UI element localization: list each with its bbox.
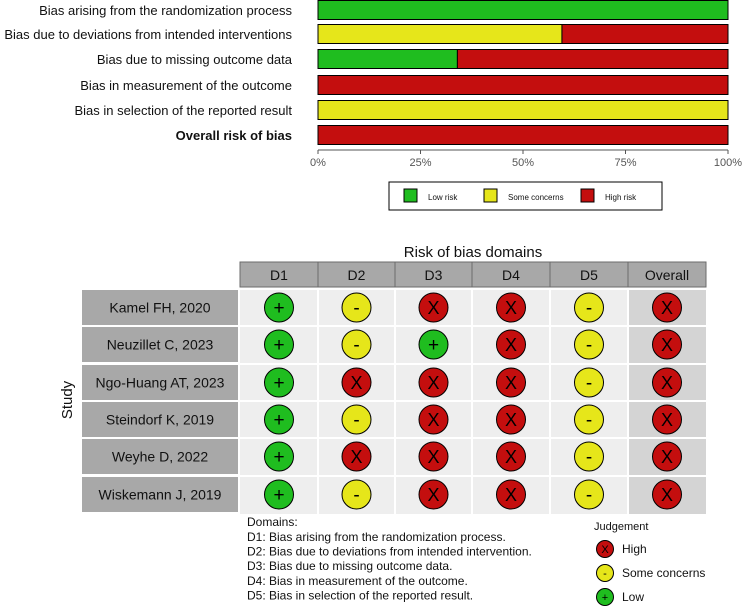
legend-label: Low risk [428, 193, 458, 202]
judgement-symbol: + [273, 298, 285, 319]
judgement-symbol: X [660, 447, 674, 467]
judgement-symbol: X [350, 447, 363, 467]
category-label: Bias due to deviations from intended interventions [4, 27, 292, 42]
judgement-symbol: + [273, 373, 285, 394]
judgement-symbol: X [504, 485, 518, 505]
study-label: Ngo-Huang AT, 2023 [95, 374, 225, 391]
summary-legend [389, 182, 662, 210]
judgement-symbol: X [427, 485, 440, 505]
judgement-symbol: - [585, 373, 593, 394]
judgement-symbol: X [504, 447, 518, 467]
judgement-symbol: X [660, 410, 674, 430]
judgement-symbol: X [504, 335, 518, 355]
judgement-symbol: X [427, 410, 440, 430]
domain-note: D5: Bias in selection of the reported result. [247, 588, 474, 603]
domain-note: D1: Bias arising from the randomization process. [247, 530, 506, 544]
x-tick-label: 25% [409, 157, 432, 169]
judgement-symbol: X [660, 373, 674, 393]
judgement-symbol: - [585, 485, 593, 506]
judgement-symbol: X [660, 485, 674, 505]
bar-segment-low-risk [318, 1, 728, 20]
domains-heading: Domains: [247, 515, 298, 529]
judgement-symbol: X [427, 447, 440, 467]
judgement-symbol: - [585, 410, 593, 431]
bar-segment-high-risk [318, 76, 728, 95]
domain-footnotes [247, 515, 532, 602]
judgement-symbol: X [504, 298, 518, 318]
bar-segment-some-concerns [318, 25, 562, 44]
judgement-symbol: - [353, 335, 360, 356]
legend-symbol: - [603, 568, 607, 580]
legend-judgement-label: Low [622, 590, 645, 604]
domain-note: D3: Bias due to missing outcome data. [247, 559, 453, 574]
bar-segment-high-risk [562, 25, 728, 44]
legend-label: Some concerns [508, 193, 564, 202]
judgement-title: Judgement [594, 521, 649, 533]
x-tick-label: 0% [310, 157, 326, 169]
legend-swatch-high-risk [581, 189, 594, 202]
column-header-overall: Overall [644, 267, 690, 283]
judgement-symbol: - [585, 298, 593, 319]
judgement-symbol: X [350, 373, 363, 393]
study-label: Steindorf K, 2019 [105, 411, 215, 428]
judgement-symbol: + [273, 335, 285, 356]
study-label: Weyhe D, 2022 [111, 448, 209, 465]
bar-segment-high-risk [318, 126, 728, 145]
bar-segment-high-risk [457, 50, 728, 69]
legend-label: High risk [605, 193, 637, 202]
judgement-symbol: + [427, 335, 440, 356]
judgement-symbol: - [585, 447, 593, 468]
bar-segment-low-risk [318, 50, 457, 69]
domain-note: D4: Bias in measurement of the outcome. [247, 573, 468, 588]
column-header-d3: D3 [424, 267, 443, 283]
legend-swatch-low-risk [404, 189, 417, 202]
judgement-symbol: - [353, 298, 360, 319]
column-header-d5: D5 [580, 267, 598, 283]
study-axis-label: Study [59, 380, 76, 420]
category-label: Bias arising from the randomization process [39, 3, 292, 18]
legend-judgement-label: High [622, 542, 647, 556]
judgement-symbol: X [504, 373, 518, 393]
x-tick-label: 50% [511, 157, 535, 169]
judgement-symbol: X [660, 335, 674, 355]
study-label: Wiskemann J, 2019 [98, 486, 222, 503]
judgement-symbol: - [353, 410, 360, 431]
category-label: Overall risk of bias [175, 128, 292, 143]
domain-note: D2: Bias due to deviations from intended intervention. [247, 544, 532, 559]
column-header-d1: D1 [270, 267, 288, 283]
study-label: Kamel FH, 2020 [109, 299, 211, 316]
domains-title: Risk of bias domains [403, 244, 543, 261]
x-tick-label: 75% [614, 157, 637, 169]
judgement-symbol: + [273, 485, 285, 506]
category-label: Bias in selection of the reported result [74, 103, 292, 118]
judgement-symbol: X [660, 298, 674, 318]
judgement-symbol: + [273, 410, 285, 431]
legend-swatch-some-concerns [484, 189, 497, 202]
column-header-d2: D2 [347, 267, 366, 283]
category-label: Bias in measurement of the outcome [80, 78, 292, 93]
judgement-legend [594, 521, 705, 606]
bar-segment-some-concerns [318, 101, 728, 120]
summary-bar-chart [4, 1, 742, 170]
judgement-symbol: X [427, 373, 440, 393]
x-tick-label: 100% [713, 157, 743, 169]
traffic-light-plot [59, 244, 706, 514]
legend-symbol: + [601, 592, 609, 604]
category-label: Bias due to missing outcome data [96, 52, 292, 67]
legend-judgement-label: Some concerns [622, 566, 706, 580]
study-label: Neuzillet C, 2023 [106, 336, 214, 353]
judgement-symbol: - [353, 485, 360, 506]
judgement-symbol: + [273, 447, 285, 468]
judgement-symbol: X [427, 298, 440, 318]
judgement-symbol: - [585, 335, 593, 356]
judgement-symbol: X [504, 410, 518, 430]
legend-symbol: X [601, 544, 609, 556]
column-header-d4: D4 [502, 267, 520, 283]
